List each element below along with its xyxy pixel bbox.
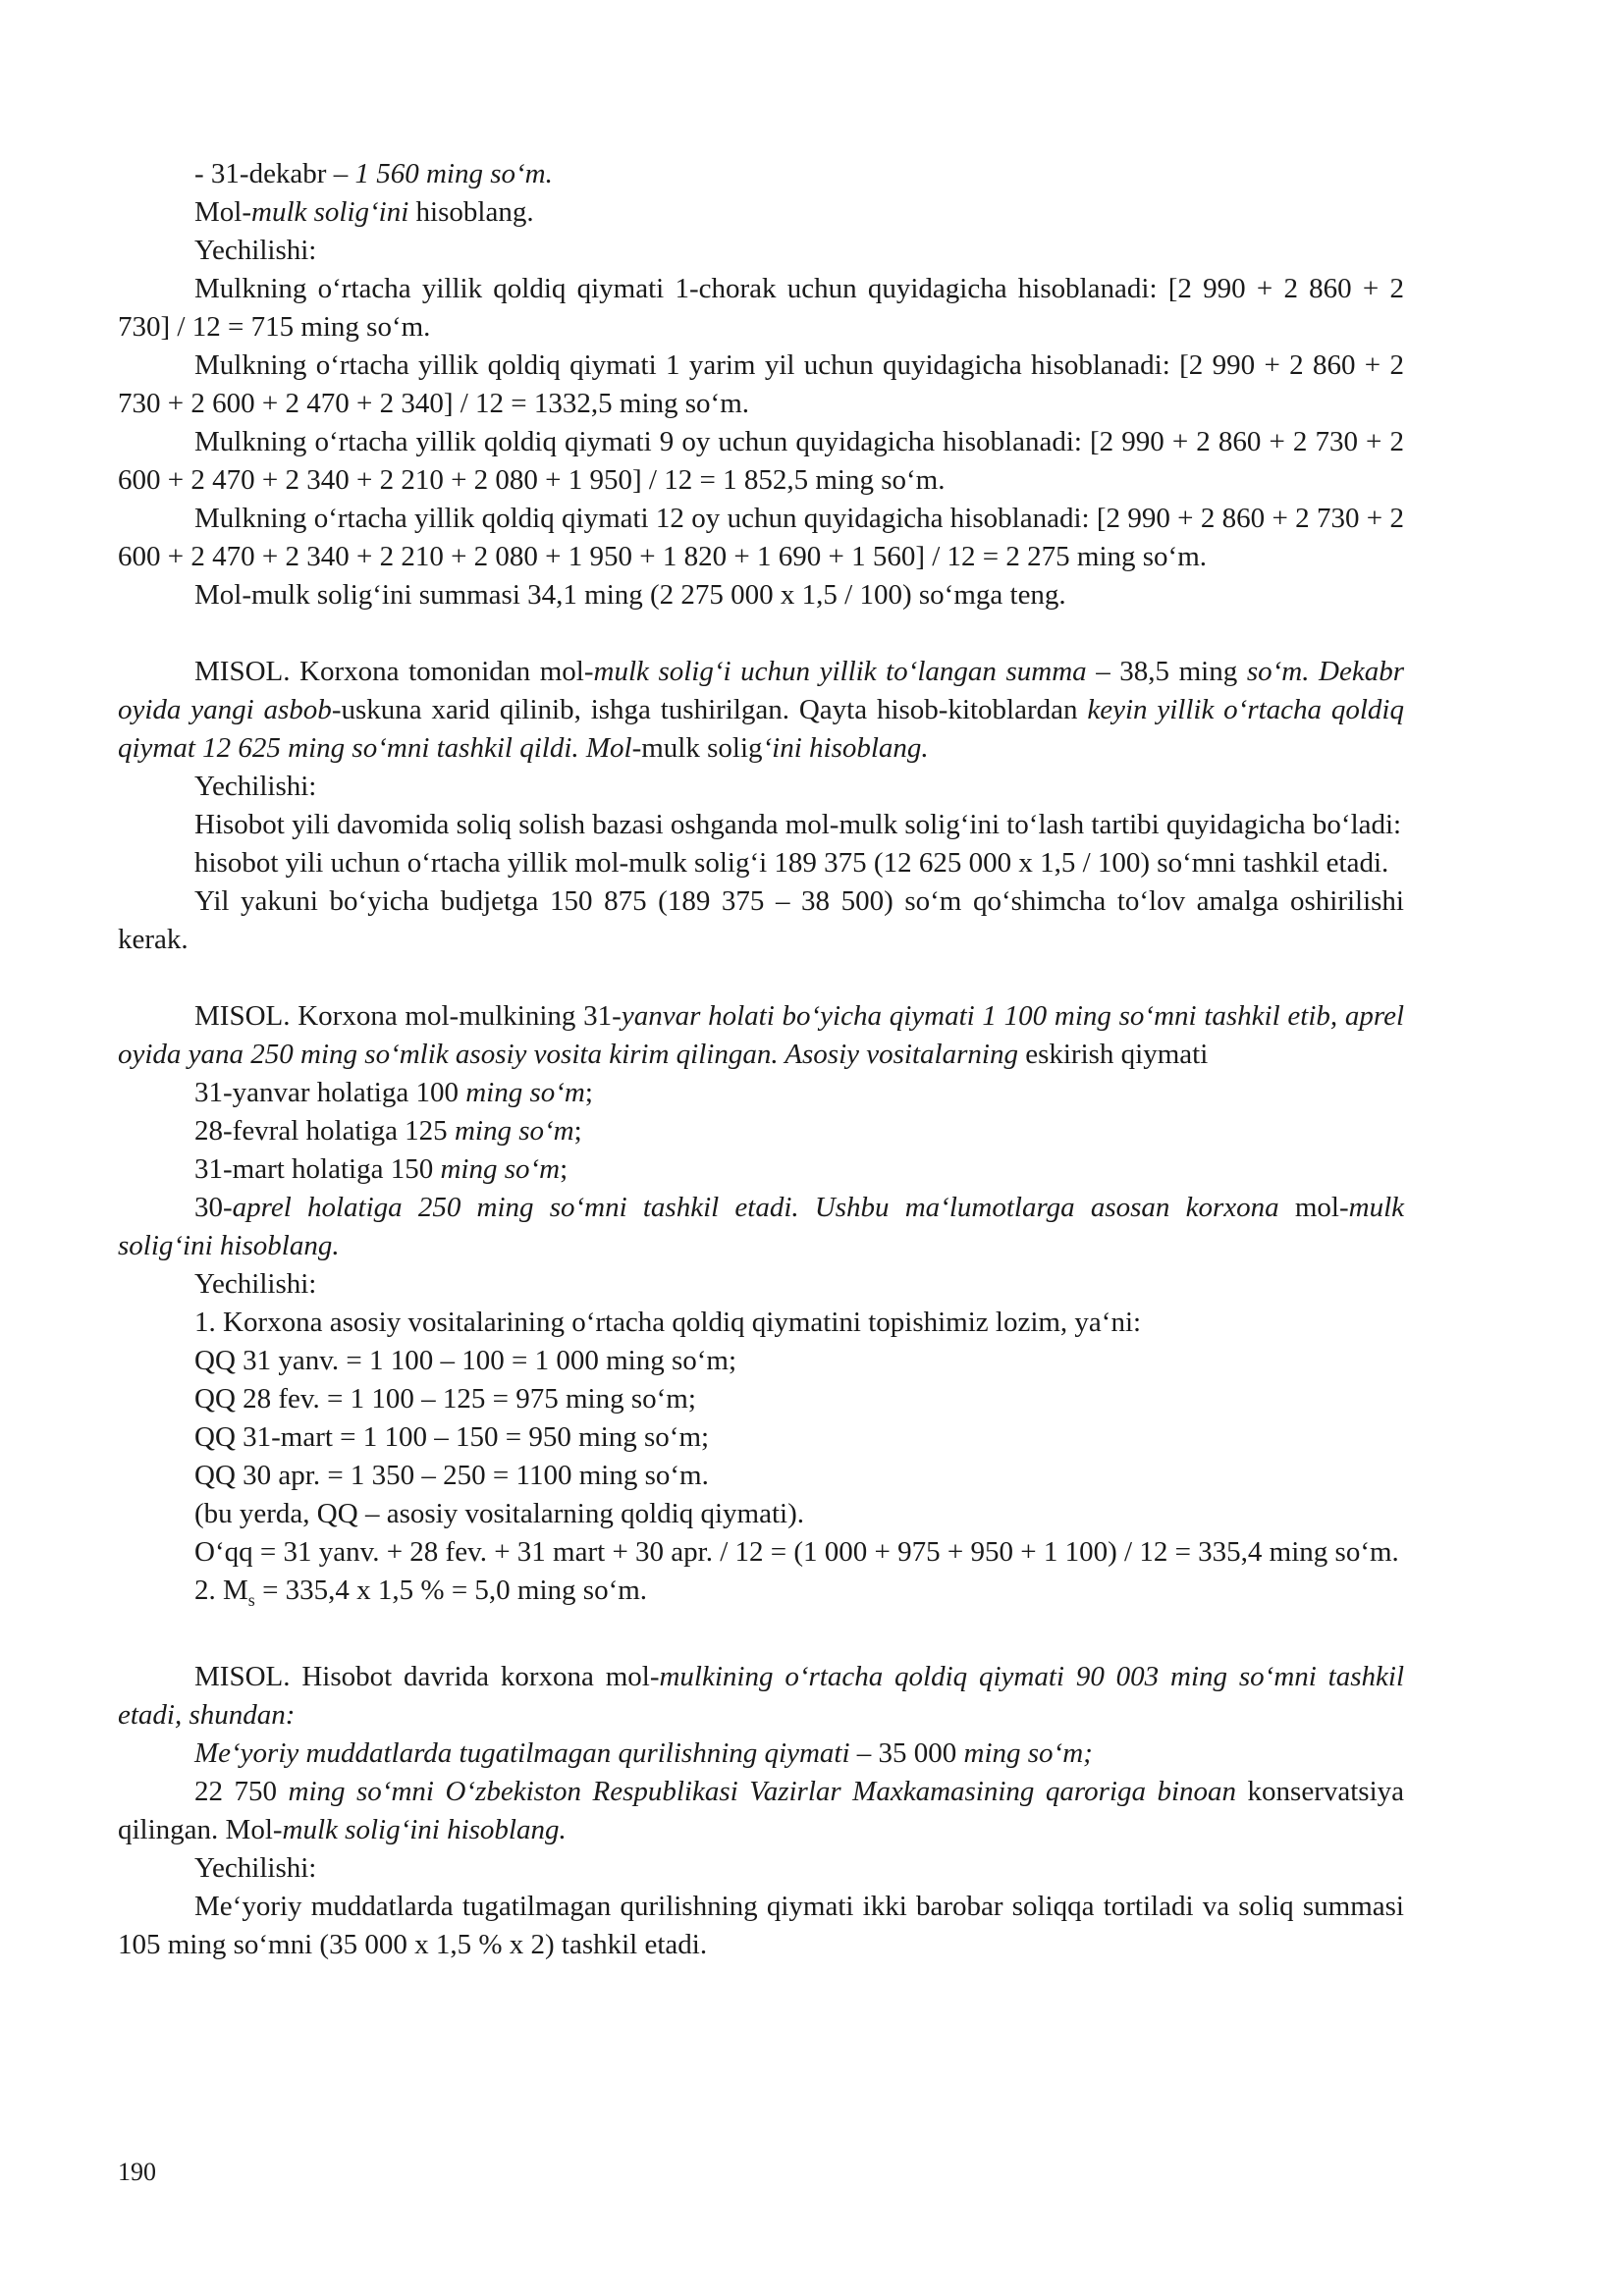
paragraph: Me‘yoriy muddatlarda tugatilmagan qurilishning qiymati ikki barobar soliqqa tortiladi va soliq summasi 105 ming so‘mni (35 000 x 1,5 % x 2) tashkil etadi. <box>118 1890 1404 1960</box>
paragraph: Me‘yoriy muddatlarda tugatilmagan qurilishning qiymati – 35 000 ming so‘m; <box>194 1736 1093 1769</box>
page-number: 190 <box>118 2158 156 2186</box>
paragraph: (bu yerda, QQ – asosiy vositalarning qoldiq qiymati). <box>194 1498 804 1529</box>
paragraph: Mol-mulk solig‘ini hisoblang. <box>194 196 534 228</box>
paragraph: 30-aprel holatiga 250 ming so‘mni tashkil etadi. Ushbu ma‘lumotlarga asosan korxona mol-mulk solig‘ini hisoblang. <box>118 1192 1404 1261</box>
paragraph: hisobot yili uchun o‘rtacha yillik mol-mulk solig‘i 189 375 (12 625 000 x 1,5 / 100) so‘mni tashkil etadi. <box>194 847 1389 879</box>
paragraph: 28-fevral holatiga 125 ming so‘m; <box>194 1115 582 1147</box>
paragraph: Yil yakuni bo‘yicha budjetga 150 875 (189 375 – 38 500) so‘m qo‘shimcha to‘lov amalga oshirilishi kerak. <box>118 885 1404 955</box>
paragraph: Mulkning o‘rtacha yillik qoldiq qiymati 9 oy uchun quyidagicha hisoblanadi: [2 990 + 2 860 + 2 730 + 2 600 + 2 470 + 2 340 + 2 210 + 2 080 + 1 950] / 12 = 1 852,5 ming so‘m. <box>118 426 1404 496</box>
solution-heading: Yechilishi: <box>194 235 317 266</box>
example-paragraph: MISOL. Korxona tomonidan mol-mulk solig‘i uchun yillik to‘langan summa – 38,5 ming so‘m. Dekabr oyida yangi asbob-uskuna xarid qilinib, ishga tushirilgan. Qayta hisob-kitoblardan keyin yillik o‘rtacha qoldiq qiymat 12 625 ming so‘mni tashkil qildi. Mol-mulk solig‘ini hisoblang. <box>118 656 1405 764</box>
example-paragraph: MISOL. Hisobot davrida korxona mol-mulkining o‘rtacha qoldiq qiymati 90 003 ming so‘mni tashkil etadi, shundan: <box>118 1660 1404 1731</box>
paragraph: 2. $M_s = 335,4$ x 1,5 % = 5,0 ming so‘m. <box>194 1575 648 1610</box>
paragraph: Hisobot yili davomida soliq solish bazasi oshganda mol-mulk solig‘ini to‘lash tartibi quyidagicha bo‘ladi: <box>194 809 1402 840</box>
paragraph: 1. Korxona asosiy vositalarining o‘rtacha qoldiq qiymatini topishimiz lozim, ya‘ni: <box>194 1307 1142 1338</box>
paragraph: QQ 31-mart = 1 100 – 150 = 950 ming so‘m; <box>194 1421 710 1453</box>
spacer <box>118 1620 1404 1658</box>
spacer <box>118 959 1404 997</box>
paragraph: 31-mart holatiga 150 ming so‘m; <box>194 1153 568 1185</box>
example-paragraph: MISOL. Korxona mol-mulkining 31-yanvar holati bo‘yicha qiymati 1 100 ming so‘mni tashkil etib, aprel oyida yana 250 ming so‘mlik asosiy vosita kirim qilingan. Asosiy vositalarning eskirish qiymati <box>118 1000 1404 1070</box>
paragraph: QQ 30 apr. = 1 350 – 250 = 1100 ming so‘m. <box>194 1460 709 1491</box>
solution-heading: Yechilishi: <box>194 1268 317 1300</box>
paragraph: O‘qq = 31 yanv. + 28 fev. + 31 mart + 30 apr. / 12 = (1 000 + 975 + 950 + 1 100) / 12 = 335,4 ming so‘m. <box>194 1536 1399 1568</box>
paragraph: QQ 31 yanv. = 1 100 – 100 = 1 000 ming so‘m; <box>194 1345 737 1376</box>
paragraph: - 31-dekabr – 1 560 ming so‘m. <box>194 158 553 189</box>
paragraph: 22 750 ming so‘mni O‘zbekiston Respublikasi Vazirlar Maxkamasining qaroriga binoan konservatsiya qilingan. Mol-mulk solig‘ini hisoblang. <box>118 1775 1405 1845</box>
solution-heading: Yechilishi: <box>194 771 317 802</box>
paragraph: Mulkning o‘rtacha yillik qoldiq qiymati 1 yarim yil uchun quyidagicha hisoblanadi: [2 990 + 2 860 + 2 730 + 2 600 + 2 470 + 2 340] / 12 = 1332,5 ming so‘m. <box>118 349 1404 419</box>
paragraph: QQ 28 fev. = 1 100 – 125 = 975 ming so‘m; <box>194 1383 696 1415</box>
paragraph: Mulkning o‘rtacha yillik qoldiq qiymati 12 oy uchun quyidagicha hisoblanadi: [2 990 + 2 860 + 2 730 + 2 600 + 2 470 + 2 340 + 2 210 + 2 080 + 1 950 + 1 820 + 1 690 + 1 560] / 12 = 2 275 ming so‘m. <box>118 503 1404 572</box>
paragraph: 31-yanvar holatiga 100 ming so‘m; <box>194 1077 593 1108</box>
spacer <box>118 614 1404 653</box>
paragraph: Mulkning o‘rtacha yillik qoldiq qiymati 1-chorak uchun quyidagicha hisoblanadi: [2 990 + 2 860 + 2 730] / 12 = 715 ming so‘m. <box>118 273 1404 343</box>
document-body <box>118 155 1404 1964</box>
paragraph: Mol-mulk solig‘ini summasi 34,1 ming (2 275 000 x 1,5 / 100) so‘mga teng. <box>194 579 1066 611</box>
solution-heading: Yechilishi: <box>194 1851 317 1884</box>
